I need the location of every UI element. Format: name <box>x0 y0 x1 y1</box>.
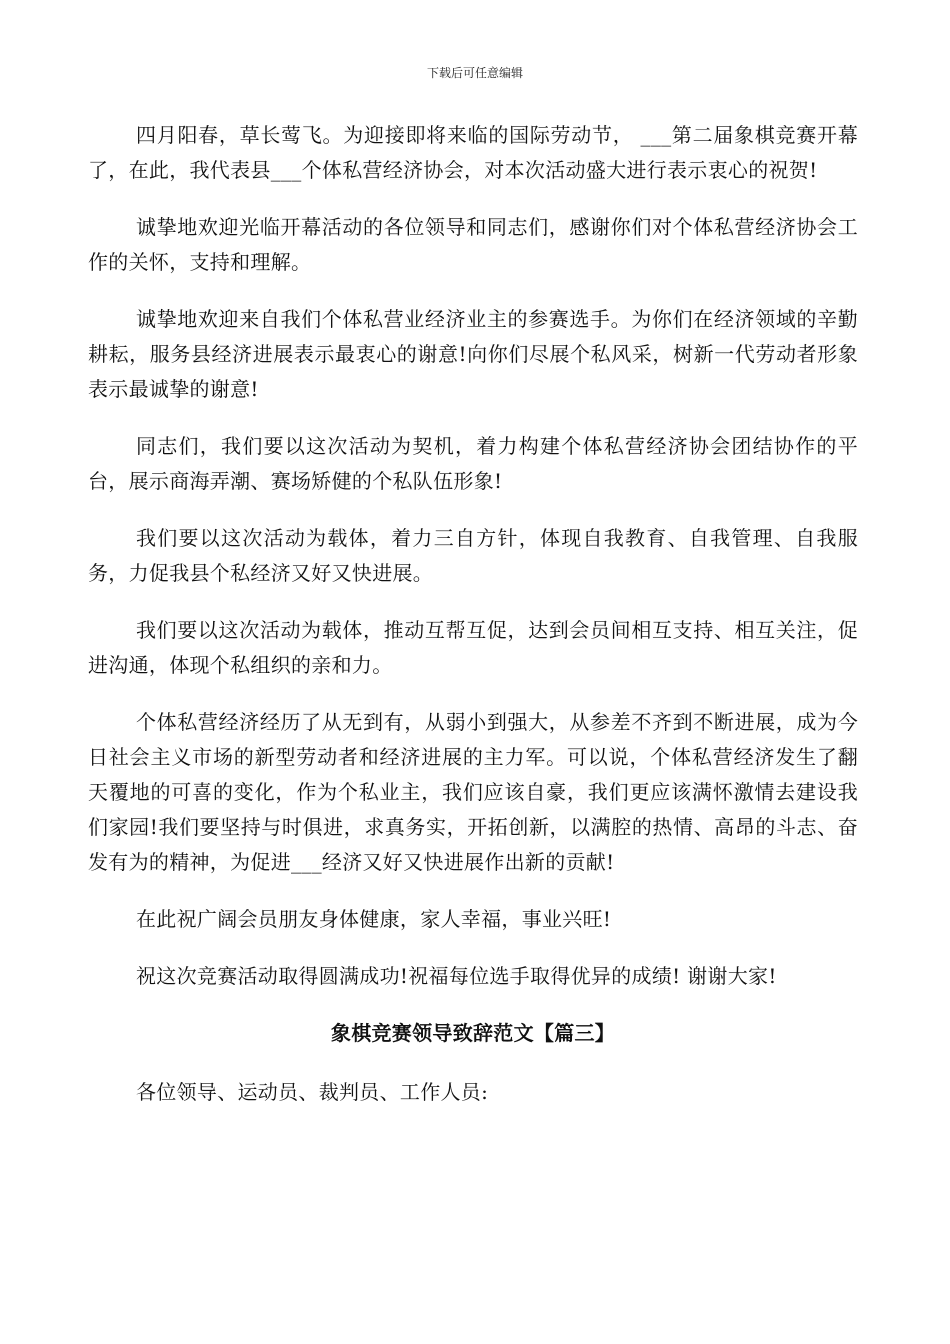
paragraph: 四月阳春，草长莺飞。为迎接即将来临的国际劳动节， ___第二届象棋竞赛开幕了，在此，我代表县___个体私营经济协会，对本次活动盛大进行表示衷心的祝贺! <box>88 123 858 182</box>
header-note: 下载后可任意编辑 <box>426 66 523 80</box>
paragraph: 祝这次竞赛活动取得圆满成功!祝福每位选手取得优异的成绩! 谢谢大家! <box>136 964 777 988</box>
paragraph: 诚挚地欢迎光临开幕活动的各位领导和同志们，感谢你们对个体私营经济协会工作的关怀，支持和理解。 <box>88 215 858 274</box>
section-title: 象棋竞赛领导致辞范文【篇三】 <box>330 1021 616 1045</box>
paragraph: 诚挚地欢迎来自我们个体私营业经济业主的参赛选手。为你们在经济领域的辛勤耕耘，服务县经济进展表示最衷心的谢意!向你们尽展个私风采，树新一代劳动者形象表示最诚挚的谢意! <box>88 307 858 401</box>
paragraph: 我们要以这次活动为载体，着力三自方针，体现自我教育、自我管理、自我服务，力促我县个私经济又好又快进展。 <box>88 526 858 585</box>
salutation: 各位领导、运动员、裁判员、工作人员: <box>136 1080 489 1104</box>
document-body <box>88 118 858 1110</box>
paragraph: 同志们，我们要以这次活动为契机，着力构建个体私营经济协会团结协作的平台，展示商海弄潮、赛场矫健的个私队伍形象! <box>88 434 858 493</box>
paragraph: 个体私营经济经历了从无到有，从弱小到强大，从参差不齐到不断进展，成为今日社会主义市场的新型劳动者和经济进展的主力军。可以说，个体私营经济发生了翻天覆地的可喜的变化，作为个私业主，我们应该自豪，我们更应该满怀激情去建设我们家园!我们要坚持与时俱进，求真务实，开拓创新，以满腔的热情、高昂的斗志、奋发有为的精神，为促进___经济又好又快进展作出新的贡献! <box>88 710 858 874</box>
paragraph: 我们要以这次活动为载体，推动互帮互促，达到会员间相互支持、相互关注，促进沟通，体现个私组织的亲和力。 <box>88 618 858 677</box>
paragraph: 在此祝广阔会员朋友身体健康，家人幸福，事业兴旺! <box>136 907 612 931</box>
